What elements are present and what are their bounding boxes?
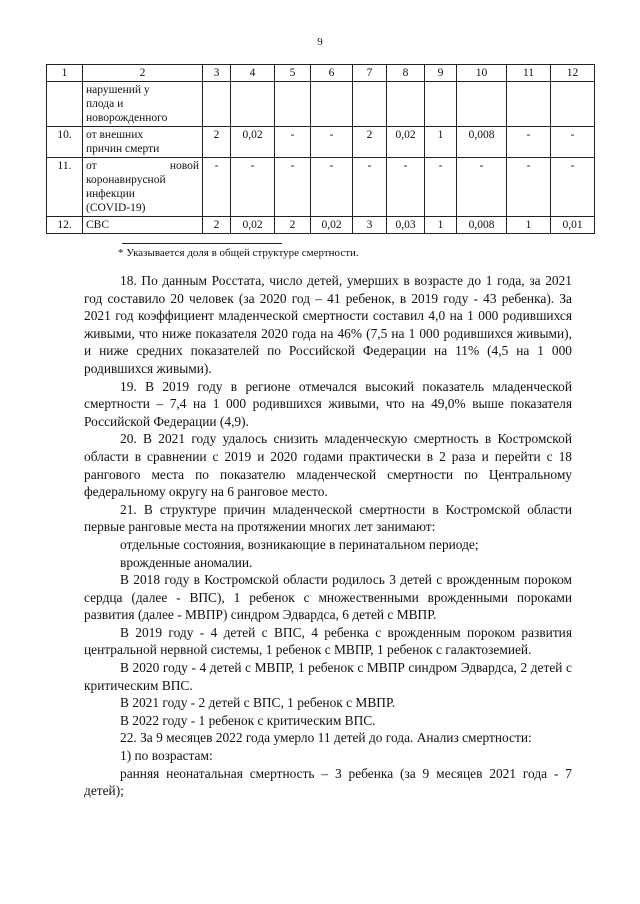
paragraph: В 2021 году - 2 детей с ВПС, 1 ребенок с МВПР. [120, 695, 396, 711]
footnote: * Указывается доля в общей структуре смертности. [118, 247, 359, 259]
table-cell: 0,02 [387, 127, 425, 158]
paragraph: В 2018 году в Костромской области родилось 3 детей с врожденным пороком сердца (далее - ВПС), 1 ребенок с множественными врожденными пороками развития (далее - МВПР) синдром Эдвардса, 6 детей с МВПР. [84, 572, 572, 623]
table-cell: 2 [275, 217, 311, 234]
table-cell: - [551, 127, 595, 158]
paragraph: ранняя неонатальная смертность – 3 ребенка (за 9 месяцев 2021 года - 7 детей); [84, 765, 572, 799]
table-cell: 0,008 [457, 127, 507, 158]
table-cell: 0,01 [551, 217, 595, 234]
table-header-cell: 1 [47, 65, 83, 82]
row-name-line: от новой [86, 160, 199, 172]
paragraph: отдельные состояния, возникающие в перинатальном периоде; [120, 536, 479, 552]
row-number [47, 82, 83, 127]
table-cell: 0,02 [231, 127, 275, 158]
table-cell: - [425, 158, 457, 217]
row-name [83, 82, 203, 127]
row-name [83, 217, 203, 234]
row-name-line: инфекции [86, 188, 135, 200]
table-header-row [47, 65, 595, 82]
paragraph: 20. В 2021 году удалось снизить младенческую смертность в Костромской области в сравнении с 2019 и 2020 годами практически в 2 раза и перейти с 18 рангового места по показателю младенческой смертности по Центральному федеральному округу на 6 ранговое место. [84, 431, 572, 500]
table-cell: 1 [425, 217, 457, 234]
mortality-table [46, 64, 595, 234]
row-name-line: от внешних [86, 129, 144, 141]
table-header-cell: 2 [83, 65, 203, 82]
row-name-line: причин смерти [86, 143, 160, 155]
table-cell [387, 82, 425, 127]
table-header-cell: 12 [551, 65, 595, 82]
table-cell: - [311, 158, 353, 217]
row-number: 12. [47, 217, 83, 234]
row-name-line: коронавирусной [86, 174, 166, 186]
table-cell [275, 82, 311, 127]
paragraph: В 2020 году - 4 детей с МВПР, 1 ребенок с МВПР синдром Эдвардса, 2 детей с критическим ВПС. [84, 660, 572, 693]
row-name-line: плода и [86, 98, 124, 110]
table-row [47, 217, 595, 234]
table-cell: - [231, 158, 275, 217]
table-header-cell: 4 [231, 65, 275, 82]
table-header-cell: 5 [275, 65, 311, 82]
table-row [47, 158, 595, 217]
row-name-line: СВС [86, 219, 110, 231]
paragraph: врожденные аномалии. [120, 554, 253, 570]
paragraph: В 2019 году - 4 детей с ВПС, 4 ребенка с врожденным пороком развития центральной нервной системы, 1 ребенок с МВПР, 1 ребенок с галактоземией. [84, 624, 572, 658]
paragraph: В 2022 году - 1 ребенок с критическим ВПС. [120, 712, 376, 728]
table-cell: - [457, 158, 507, 217]
table-cell: 1 [425, 127, 457, 158]
table-header-cell: 10 [457, 65, 507, 82]
table-cell [425, 82, 457, 127]
row-number: 10. [47, 127, 83, 158]
table-cell: - [507, 127, 551, 158]
table-header-cell: 11 [507, 65, 551, 82]
table-header-cell: 7 [353, 65, 387, 82]
table-header-cell: 9 [425, 65, 457, 82]
table-row [47, 127, 595, 158]
table-cell: 0,03 [387, 217, 425, 234]
table-cell: 2 [203, 127, 231, 158]
row-name [83, 158, 203, 217]
table-cell: 0,02 [231, 217, 275, 234]
table-header-cell: 6 [311, 65, 353, 82]
table-header-cell: 8 [387, 65, 425, 82]
table-cell: 1 [507, 217, 551, 234]
row-name [83, 127, 203, 158]
table-cell: 0,008 [457, 217, 507, 234]
table-row [47, 82, 595, 127]
footnote-divider [122, 243, 282, 244]
table-cell: - [551, 158, 595, 217]
table-cell [457, 82, 507, 127]
table-cell [507, 82, 551, 127]
table-cell [311, 82, 353, 127]
row-name-line: новорожденного [86, 112, 168, 124]
table-header-cell: 3 [203, 65, 231, 82]
table-cell: - [353, 158, 387, 217]
table-cell [203, 82, 231, 127]
table-cell: 3 [353, 217, 387, 234]
table-cell [231, 82, 275, 127]
table-cell: 2 [203, 217, 231, 234]
table-cell: - [203, 158, 231, 217]
table-cell: - [311, 127, 353, 158]
paragraph: 19. В 2019 году в регионе отмечался высокий показатель младенческой смертности – 7,4 на 1 000 родившихся живыми, что на 49,0% выше показателя Российской Федерации (4,9). [84, 378, 572, 429]
body-text [84, 272, 572, 800]
table-cell: - [275, 158, 311, 217]
table-cell: - [387, 158, 425, 217]
table-cell: - [275, 127, 311, 158]
table-cell [551, 82, 595, 127]
row-name-line: нарушений у [86, 84, 150, 96]
row-name-line: (COVID-19) [86, 202, 146, 214]
paragraph: 1) по возрастам: [120, 748, 213, 764]
table-cell: - [507, 158, 551, 217]
page-number: 9 [317, 36, 323, 48]
paragraph: 18. По данным Росстата, число детей, умерших в возрасте до 1 года, за 2021 год составило 20 человек (за 2020 год – 41 ребенок, в 2019 году - 43 ребенка). За 2021 год коэффициент младенческой смертности составил 4,0 на 1 000 родившихся живыми, что ниже показателя 2020 года на 46% (7,5 на 1 000 родившихся живыми), и ниже средних показателей по Российской Федерации на 11% (4,5 на 1 000 родившихся живыми). [84, 273, 572, 376]
paragraph: 22. За 9 месяцев 2022 года умерло 11 детей до года. Анализ смертности: [120, 730, 532, 746]
row-number: 11. [47, 158, 83, 217]
table-cell: 0,02 [311, 217, 353, 234]
paragraph: 21. В структуре причин младенческой смертности в Костромской области первые ранговые места на протяжении многих лет занимают: [84, 501, 572, 535]
table-cell [353, 82, 387, 127]
table-cell: 2 [353, 127, 387, 158]
